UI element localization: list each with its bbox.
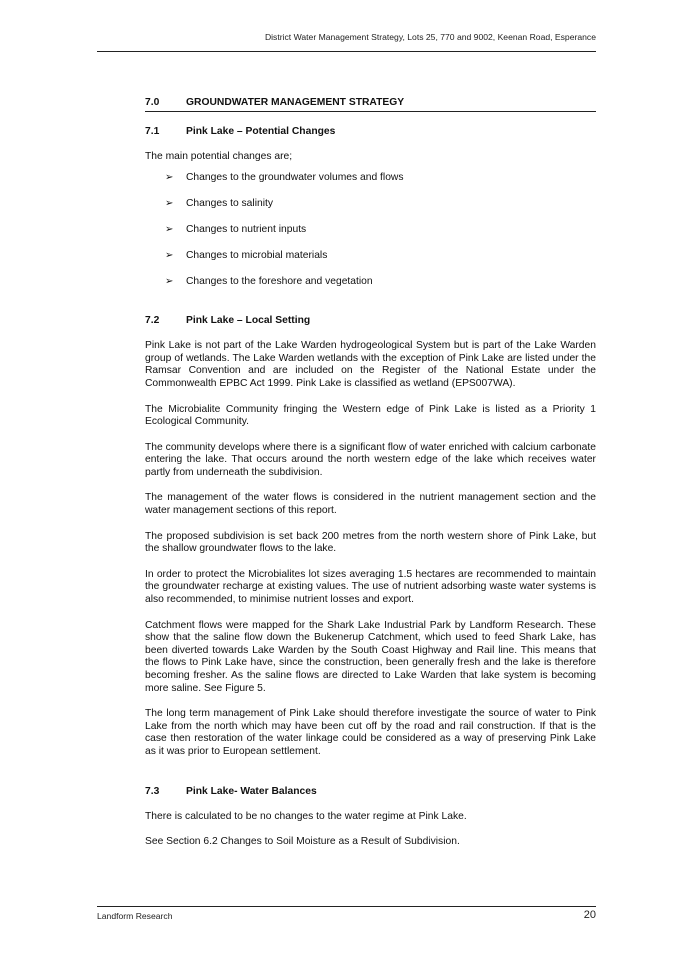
paragraph: The long term management of Pink Lake should therefore investigate the source of water to Pink Lake from the north which may have been cut off by the road and rail construction. If that is the case then restoration of the water linkage could be considered as a way of preserving Pink Lake as it was prior to European settlement. <box>145 708 596 757</box>
page-number: 20 <box>583 909 596 921</box>
arrow-bullet-icon: ➢ <box>165 223 174 235</box>
list-item: ➢ Changes to microbial materials <box>165 249 328 261</box>
section-title: Pink Lake – Potential Changes <box>186 126 336 137</box>
list-item: ➢ Changes to the groundwater volumes and flows <box>165 171 404 183</box>
footer-rule <box>97 906 596 907</box>
bullet-list <box>145 172 596 289</box>
list-item: ➢ Changes to nutrient inputs <box>165 223 307 235</box>
page-content <box>145 97 596 849</box>
section-title: Pink Lake- Water Balances <box>186 785 317 797</box>
section-title: Pink Lake – Local Setting <box>186 315 311 327</box>
paragraph: The management of the water flows is considered in the nutrient management section and the water management sections of this report. <box>145 492 596 517</box>
arrow-bullet-icon: ➢ <box>165 171 174 183</box>
paragraph: The main potential changes are; <box>145 151 293 162</box>
section-number: 7.1 <box>145 126 160 137</box>
section-heading-7-1 <box>145 126 596 137</box>
section-number: 7.0 <box>145 97 160 108</box>
section-number: 7.3 <box>145 785 160 797</box>
paragraph: Pink Lake is not part of the Lake Warden hydrogeological System but is part of the Lake Warden group of wetlands. The Lake Warden wetlands with the exception of Pink Lake are listed under the Ramsar Convention and are included on the Register of the National Estate under the Commonwealth EPBC Act 1999. Pink Lake is classified as wetland (EPS007WA). <box>145 340 596 389</box>
section-title: GROUNDWATER MANAGEMENT STRATEGY <box>186 97 405 108</box>
section-heading-7-0 <box>145 97 596 112</box>
paragraph: The Microbialite Community fringing the Western edge of Pink Lake is listed as a Priority 1 Ecological Community. <box>145 403 596 428</box>
list-item: ➢ Changes to salinity <box>165 197 274 209</box>
paragraph: There is calculated to be no changes to the water regime at Pink Lake. <box>145 810 467 822</box>
paragraph: See Section 6.2 Changes to Soil Moisture as a Result of Subdivision. <box>145 836 460 848</box>
header-rule <box>97 51 596 52</box>
list-item: ➢ Changes to the foreshore and vegetation <box>165 275 373 287</box>
arrow-bullet-icon: ➢ <box>165 197 174 209</box>
paragraph: The proposed subdivision is set back 200 metres from the north western shore of Pink Lake, but the shallow groundwater flows to the lake. <box>145 530 596 555</box>
paragraph: The community develops where there is a significant flow of water enriched with calcium carbonate entering the lake. That occurs around the north western edge of the lake which receives water partly from underneath the subdivision. <box>145 441 596 478</box>
arrow-bullet-icon: ➢ <box>165 275 174 287</box>
section-heading-7-2 <box>145 315 596 326</box>
paragraph: Catchment flows were mapped for the Shark Lake Industrial Park by Landform Research. These show that the saline flow down the Bukenerup Catchment, which used to feed Shark Lake, has been diverted towards Lake Warden by the South Coast Highway and Rail line. This means that the flows to Pink Lake have, since the construction, been generally fresh and the lake is therefore becoming fresher. As the saline flows are directed to Lake Warden that lake system is becoming more saline. See Figure 5. <box>145 619 596 694</box>
footer-company: Landform Research <box>97 911 173 921</box>
paragraph: In order to protect the Microbialites lot sizes averaging 1.5 hectares are recommended to maintain the groundwater recharge at existing values. The use of nutrient adsorbing waste water systems is also recommended, to minimise nutrient losses and export. <box>145 568 596 606</box>
section-heading-7-3 <box>145 786 596 797</box>
section-number: 7.2 <box>145 315 160 327</box>
page-header-title: District Water Management Strategy, Lots 25, 770 and 9002, Keenan Road, Esperance <box>264 32 596 42</box>
arrow-bullet-icon: ➢ <box>165 249 174 261</box>
